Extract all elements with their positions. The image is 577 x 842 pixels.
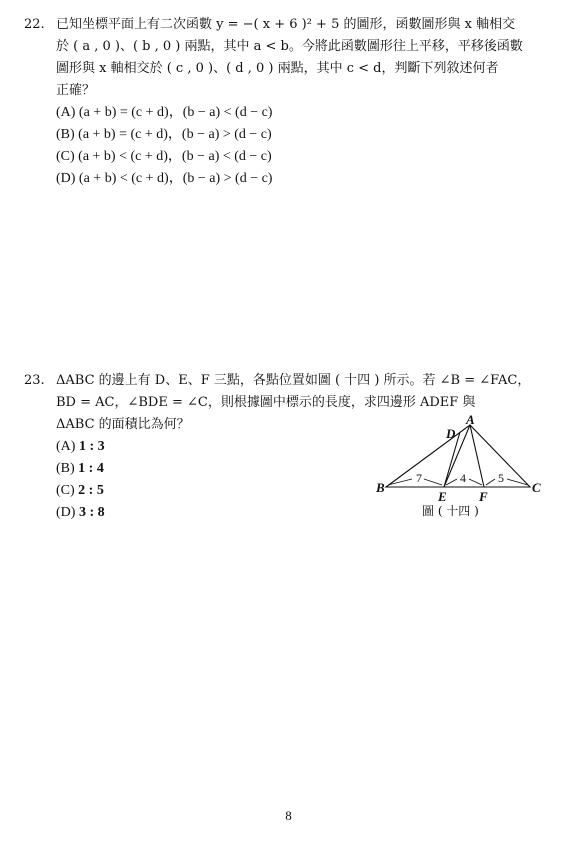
stem-line: 於 ( a , 0 )、( b , 0 ) 兩點，其中 a < b。今將此函數圖形往上平移，平移後函數 [56, 39, 523, 54]
stem-line: 正確？ [56, 83, 96, 98]
question-stem [56, 14, 552, 102]
point-label-a: A [466, 415, 475, 427]
point-label-d: D [446, 426, 456, 441]
stem-line: 圖形與 x 軸相交於 ( c , 0 )、( d , 0 ) 兩點，其中 c < d，判斷下列敘述何者 [56, 61, 499, 76]
stem-line: ΔABC 的邊上有 D、E、F 三點，各點位置如圖 ( 十四 ) 所示。若 ∠B = ∠FAC， [56, 373, 531, 388]
point-label-e: E [438, 489, 447, 504]
length-fc: 5 [498, 471, 504, 485]
option-d[interactable]: (D) 3 : 8 [56, 505, 105, 520]
option-c[interactable]: (C) 2 : 5 [56, 483, 104, 498]
point-label-c: C [532, 480, 541, 495]
triangle-abc [386, 425, 530, 487]
option-d[interactable]: (D) (a + b) < (c + d)，(b − a) > (d − c) [56, 171, 273, 186]
page-number: 8 [285, 808, 292, 823]
option-a[interactable]: (A) 1 : 3 [56, 439, 105, 454]
answer-options [56, 102, 552, 190]
length-ef: 4 [460, 471, 466, 485]
point-label-f: F [479, 489, 488, 504]
question-22 [24, 14, 552, 190]
brace-fc [486, 479, 528, 485]
option-a[interactable]: (A) (a + b) = (c + d)，(b − a) < (d − c) [56, 105, 273, 120]
stem-line: ΔABC 的面積比為何？ [56, 417, 190, 432]
figure-caption: 圖 ( 十四 ) [422, 504, 479, 518]
point-label-b: B [376, 480, 385, 495]
option-c[interactable]: (C) (a + b) < (c + d)，(b − a) < (d − c) [56, 149, 272, 164]
stem-line: 已知坐標平面上有二次函數 y = −( x + 6 )² + 5 的圖形，函數圖形與 x 軸相交 [56, 17, 516, 32]
question-number: 22. [24, 17, 45, 32]
option-b[interactable]: (B) 1 : 4 [56, 461, 104, 476]
segment-af [470, 425, 484, 487]
length-be: 7 [416, 471, 422, 485]
option-b[interactable]: (B) (a + b) = (c + d)，(b − a) > (d − c) [56, 127, 272, 142]
question-number: 23. [24, 373, 45, 388]
triangle-figure [374, 415, 544, 520]
stem-line: BD = AC，∠BDE = ∠C，則根據圖中標示的長度，求四邊形 ADEF 與 [56, 395, 476, 410]
